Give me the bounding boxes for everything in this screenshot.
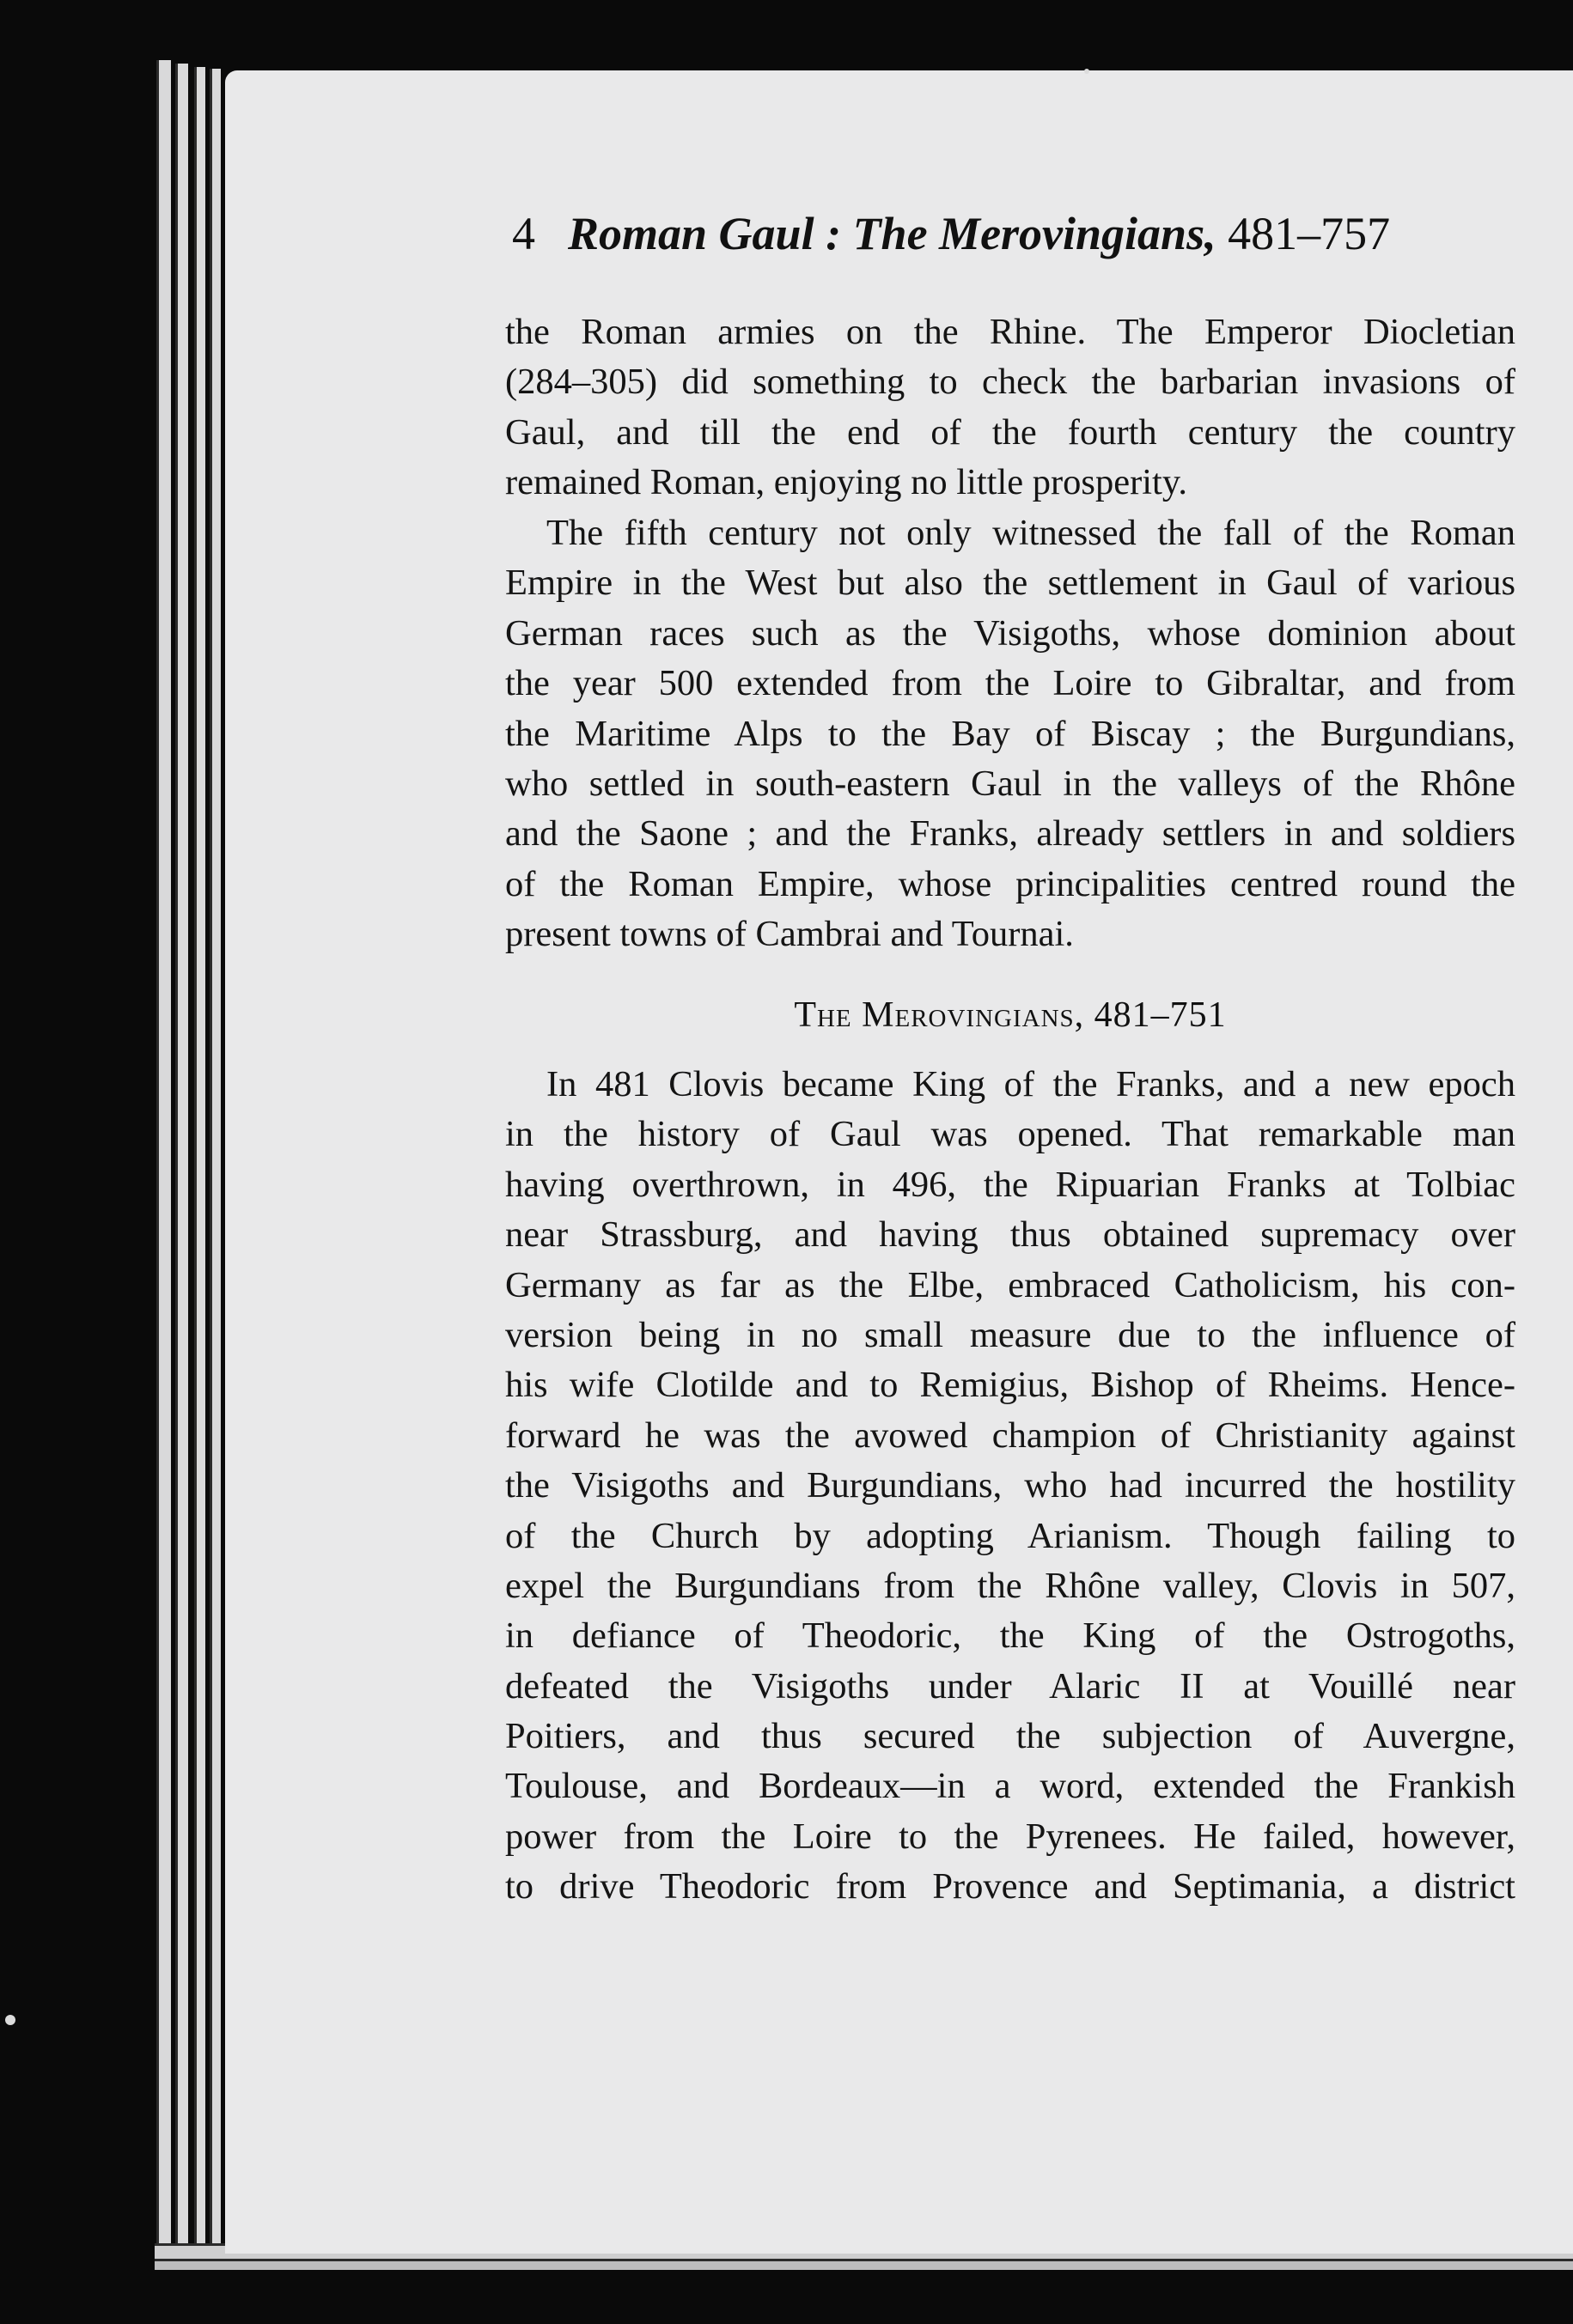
text-line: the Maritime Alps to the Bay of Biscay ; the Burgundians, xyxy=(505,713,1515,754)
text-line: Gaul, and till the end of the fourth century the country xyxy=(505,411,1515,453)
paragraph-fifth-century xyxy=(505,508,1515,960)
text-line: of the Roman Empire, whose principalities centred round the xyxy=(505,863,1515,904)
scan-speck xyxy=(1084,69,1089,74)
text-line: expel the Burgundians from the Rhône valley, Clovis in 507, xyxy=(505,1565,1515,1606)
page-edge xyxy=(156,60,171,2255)
text-line: (284–305) did something to check the barbarian invasions of xyxy=(505,362,1515,403)
paragraph-clovis xyxy=(505,1060,1515,1913)
text-line: Poitiers, and thus secured the subjection of Auvergne, xyxy=(505,1716,1515,1757)
text-line: of the Church by adopting Arianism. Though failing to xyxy=(505,1515,1515,1556)
running-head-title: Roman Gaul : The Merovingians, xyxy=(568,208,1216,259)
text-line: defeated the Visigoths under Alaric II at Vouillé near xyxy=(505,1665,1515,1706)
page-number: 4 xyxy=(512,208,535,259)
page-edge xyxy=(175,64,188,2255)
text-line: present towns of Cambrai and Tournai. xyxy=(505,914,1074,955)
text-line: power from the Loire to the Pyrenees. He failed, however, xyxy=(505,1816,1515,1857)
text-line: the year 500 extended from the Loire to Gibraltar, and from xyxy=(505,663,1515,704)
text-line: In 481 Clovis became King of the Franks, and a new epoch xyxy=(546,1064,1515,1104)
text-line: in defiance of Theodoric, the King of the Ostrogoths, xyxy=(505,1615,1515,1657)
text-line: version being in no small measure due to the influence of xyxy=(505,1314,1515,1355)
page-bottom-edge xyxy=(155,2259,1573,2270)
text-line: his wife Clotilde and to Remigius, Bishop of Rheims. Hence- xyxy=(505,1365,1515,1406)
page-edge xyxy=(210,69,221,2255)
text-line: in the history of Gaul was opened. That remarkable man xyxy=(505,1114,1515,1155)
text-line: The fifth century not only witnessed the fall of the Roman xyxy=(546,513,1515,553)
running-head xyxy=(512,199,1515,268)
paragraph-continued xyxy=(505,307,1515,508)
text-line: near Strassburg, and having thus obtained supremacy over xyxy=(505,1214,1515,1256)
text-line: Toulouse, and Bordeaux—in a word, extended the Frankish xyxy=(505,1766,1515,1807)
page-edge xyxy=(194,67,205,2255)
text-line: who settled in south-eastern Gaul in the valleys of the Rhône xyxy=(505,763,1515,804)
text-line: German races such as the Visigoths, whose dominion about xyxy=(505,612,1515,654)
text-line: having overthrown, in 496, the Ripuarian Franks at Tolbiac xyxy=(505,1164,1515,1205)
text-line: Empire in the West but also the settlement in Gaul of various xyxy=(505,563,1515,604)
text-line: remained Roman, enjoying no little prosperity. xyxy=(505,462,1187,503)
text-line: Germany as far as the Elbe, embraced Catholicism, his con- xyxy=(505,1264,1515,1305)
text-line: to drive Theodoric from Provence and Septimania, a district xyxy=(505,1866,1515,1907)
scan-speck xyxy=(5,2015,15,2025)
text-line: the Visigoths and Burgundians, who had incurred the hostility xyxy=(505,1465,1515,1506)
running-head-dates: 481–757 xyxy=(1228,208,1391,259)
text-line: forward he was the avowed champion of Christianity against xyxy=(505,1414,1515,1456)
text-line: the Roman armies on the Rhine. The Emperor Diocletian xyxy=(505,312,1515,352)
section-heading: The Merovingians, 481–751 xyxy=(794,995,1227,1035)
text-line: and the Saone ; and the Franks, already settlers in and soldiers xyxy=(505,813,1515,855)
